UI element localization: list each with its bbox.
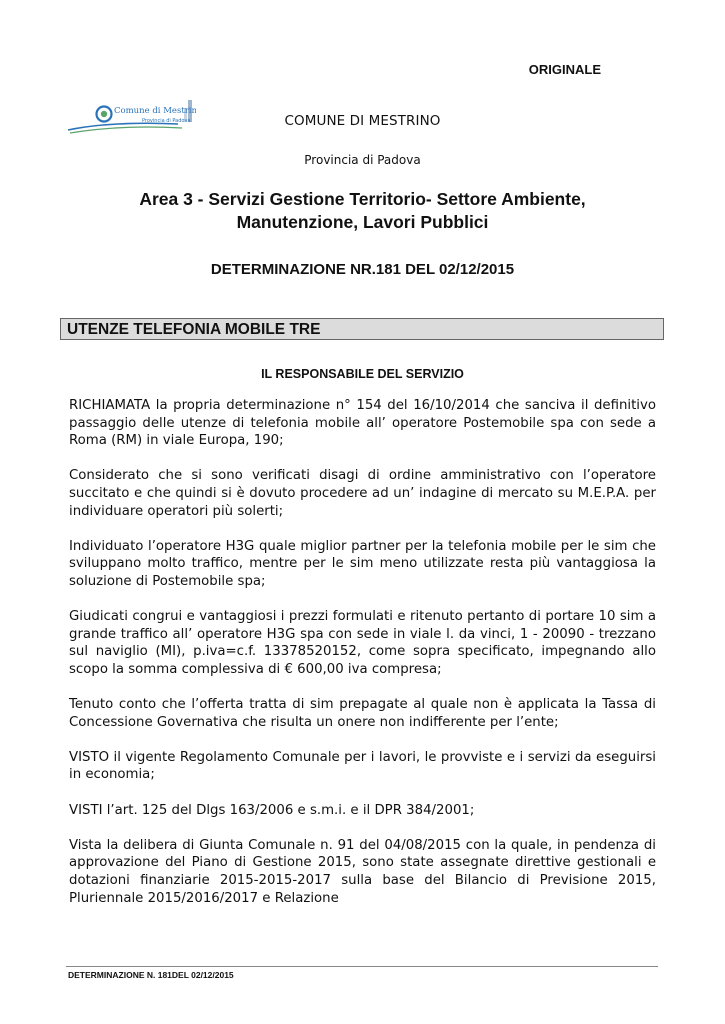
paragraph-visto-regolamento: VISTO il vigente Regolamento Comunale per i lavori, le provviste e i servizi da eseguirsi in economia; <box>69 749 656 783</box>
document-body <box>69 397 656 925</box>
paragraph-individuato: Individuato l’operatore H3G quale miglior partner per la telefonia mobile per le sim che sviluppano molto traffico, mentre per le sim meno utilizzate resta più vantaggiosa la soluzione di Postemobile spa; <box>69 538 656 589</box>
paragraph-giudicati: Giudicati congrui e vantaggiosi i prezzi formulati e ritenuto pertanto di portare 10 sim a grande traffico all’ operatore H3G spa con sede in viale l. da vinci, 1 - 20090 - trezzano sul naviglio (MI), p.iva=c.f. 13378520152, come sopra specificato, impegnando allo scopo la somma complessiva di € 600,00 iva compresa; <box>69 609 656 677</box>
determinazione-title: DETERMINAZIONE NR.181 DEL 02/12/2015 <box>210 261 515 278</box>
footer-divider <box>66 966 658 967</box>
responsabile-heading: IL RESPONSABILE DEL SERVIZIO <box>261 367 464 381</box>
footer-text: DETERMINAZIONE N. 181DEL 02/12/2015 <box>68 970 234 980</box>
logo-text: Comune di Mestrino <box>114 106 196 116</box>
paragraph-considerato: Considerato che si sono verificati disagi di ordine amministrativo con l’operatore succitato e che quindi si è dovuto procedere ad un’ indagine di mercato su M.E.P.A. per individuare operatori più solerti; <box>69 468 656 519</box>
comune-name: COMUNE DI MESTRINO <box>284 113 441 129</box>
paragraph-richiamata: RICHIAMATA la propria determinazione n° 154 del 16/10/2014 che sanciva il definitivo passaggio delle utenze di telefonia mobile all’ operatore Postemobile spa con sede a Roma (RM) in viale Europa, 190; <box>69 398 656 449</box>
area-title-line1: Area 3 - Servizi Gestione Territorio- Settore Ambiente, <box>139 189 586 209</box>
paragraph-vista-delibera: Vista la delibera di Giunta Comunale n. 91 del 04/08/2015 con la quale, in pendenza di approvazione del Piano di Gestione 2015, sono state assegnate direttive gestionali e dotazioni finanziarie 2015-2015-2017 sulla base del Bilancio di Previsione 2015, Pluriennale 2015/2016/2017 e Relazione <box>69 837 656 906</box>
area-title <box>60 188 665 234</box>
paragraph-tenuto-conto: Tenuto conto che l’offerta tratta di sim prepagate al quale non è applicata la Tassa di Concessione Governativa che risulta un onere non indifferente per l’ente; <box>69 697 656 730</box>
area-title-line2: Manutenzione, Lavori Pubblici <box>236 212 489 232</box>
status-label: ORIGINALE <box>528 62 601 77</box>
provincia-name: Provincia di Padova <box>304 153 421 167</box>
paragraph-visti-art: VISTI l’art. 125 del Dlgs 163/2006 e s.m.i. e il DPR 384/2001; <box>69 802 475 818</box>
subject-box: UTENZE TELEFONIA MOBILE TRE <box>60 318 664 340</box>
logo-subtitle: Provincia di Padova <box>142 118 191 124</box>
